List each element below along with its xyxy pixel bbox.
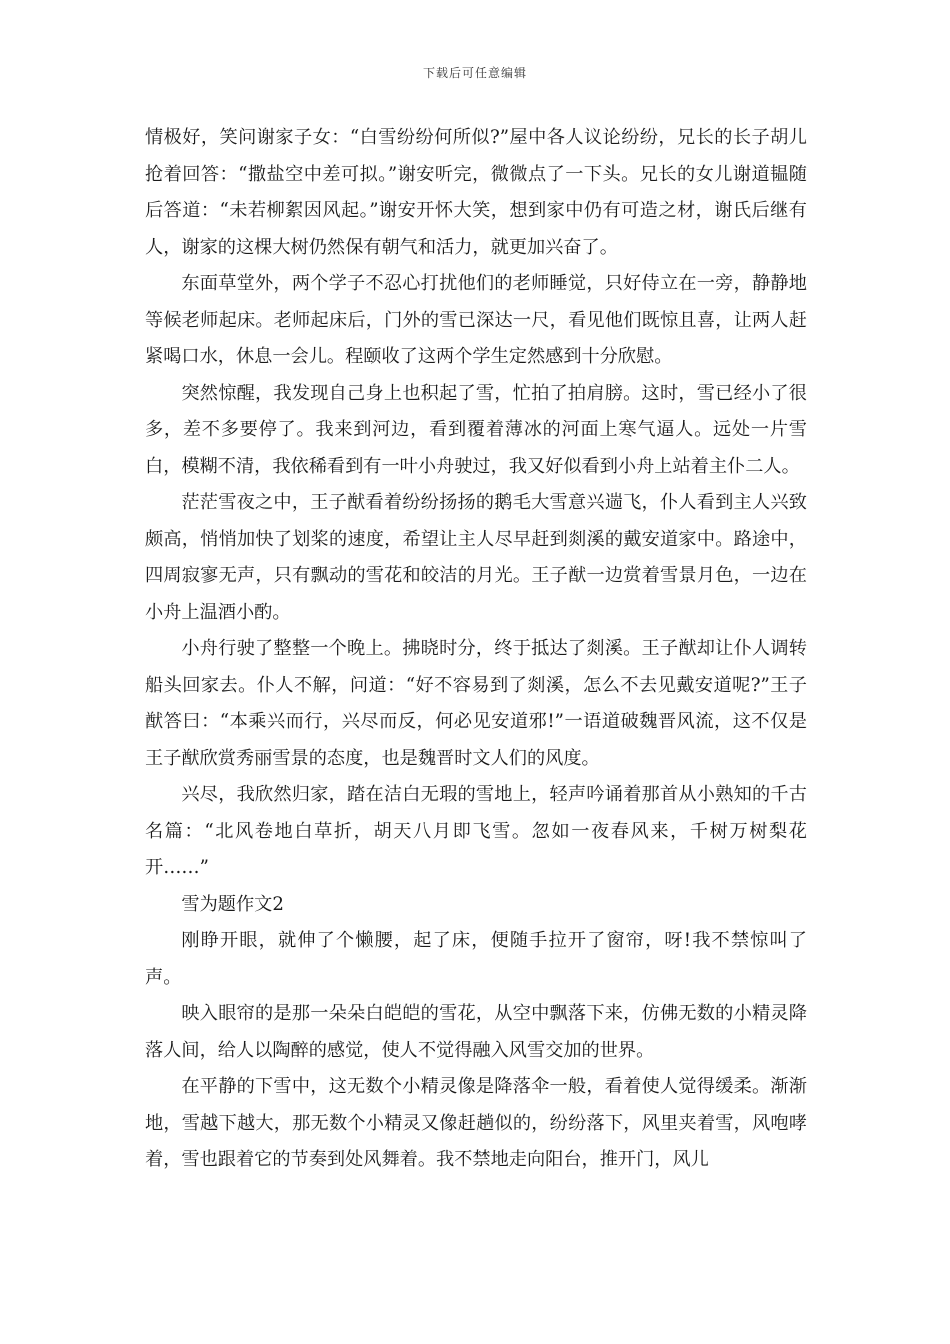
paragraph-5: 小舟行驶了整整一个晚上。拂晓时分，终于抵达了剡溪。王子猷却让仆人调转船头回家去。仆人不解，问道：“好不容易到了剡溪，怎么不去见戴安道呢?”王子猷答曰：“本乘兴而行，兴尽而反，何必见安道邪!”一语道破魏晋风流，这不仅是王子猷欣赏秀丽雪景的态度，也是魏晋时文人们的风度。 (145, 638, 807, 769)
paragraph-3: 突然惊醒，我发现自己身上也积起了雪，忙拍了拍肩膀。这时，雪已经小了很多，差不多要停了。我来到河边，看到覆着薄冰的河面上寒气逼人。远处一片雪白，模糊不清，我依稀看到有一叶小舟驶过，我又好似看到小舟上站着主仆二人。 (145, 382, 807, 477)
paragraph-6: 兴尽，我欣然归家，踏在洁白无瑕的雪地上，轻声吟诵着那首从小熟知的千古名篇：“北风卷地白草折，胡天八月即飞雪。忽如一夜春风来，千树万树梨花开……” (145, 784, 807, 878)
section-heading: 雪为题作文2 (181, 893, 284, 915)
page-header: 下载后可任意编辑 (422, 66, 527, 80)
paragraph-2: 东面草堂外，两个学子不忍心打扰他们的老师睡觉，只好侍立在一旁，静静地等候老师起床。老师起床后，门外的雪已深达一尺，看见他们既惊且喜，让两人赶紧喝口水，休息一会儿。程颐收了这两个学生定然感到十分欣慰。 (145, 273, 807, 367)
paragraph-4: 茫茫雪夜之中，王子猷看着纷纷扬扬的鹅毛大雪意兴遄飞，仆人看到主人兴致颇高，悄悄加快了划桨的速度，希望让主人尽早赶到剡溪的戴安道家中。路途中，四周寂寥无声，只有飘动的雪花和皎洁的月光。王子猷一边赏着雪景月色，一边在小舟上温酒小酌。 (145, 492, 807, 623)
document-body (145, 120, 807, 1179)
paragraph-8: 映入眼帘的是那一朵朵白皑皑的雪花，从空中飘落下来，仿佛无数的小精灵降落人间，给人以陶醉的感觉，使人不觉得融入风雪交加的世界。 (145, 1003, 807, 1061)
paragraph-7: 刚睁开眼，就伸了个懒腰，起了床，便随手拉开了窗帘，呀!我不禁惊叫了声。 (145, 930, 807, 988)
paragraph-1: 情极好，笑问谢家子女：“白雪纷纷何所似?”屋中各人议论纷纷，兄长的长子胡儿抢着回答：“撒盐空中差可拟。”谢安听完，微微点了一下头。兄长的女儿谢道韫随后答道：“未若柳絮因风起。”谢安开怀大笑，想到家中仍有可造之材，谢氏后继有人，谢家的这棵大树仍然保有朝气和活力，就更加兴奋了。 (145, 127, 807, 258)
paragraph-9: 在平静的下雪中，这无数个小精灵像是降落伞一般，看着使人觉得缓柔。渐渐地，雪越下越大，那无数个小精灵又像赶趟似的，纷纷落下，风里夹着雪，风咆哮着，雪也跟着它的节奏到处风舞着。我不禁地走向阳台，推开门，风儿 (145, 1076, 807, 1170)
